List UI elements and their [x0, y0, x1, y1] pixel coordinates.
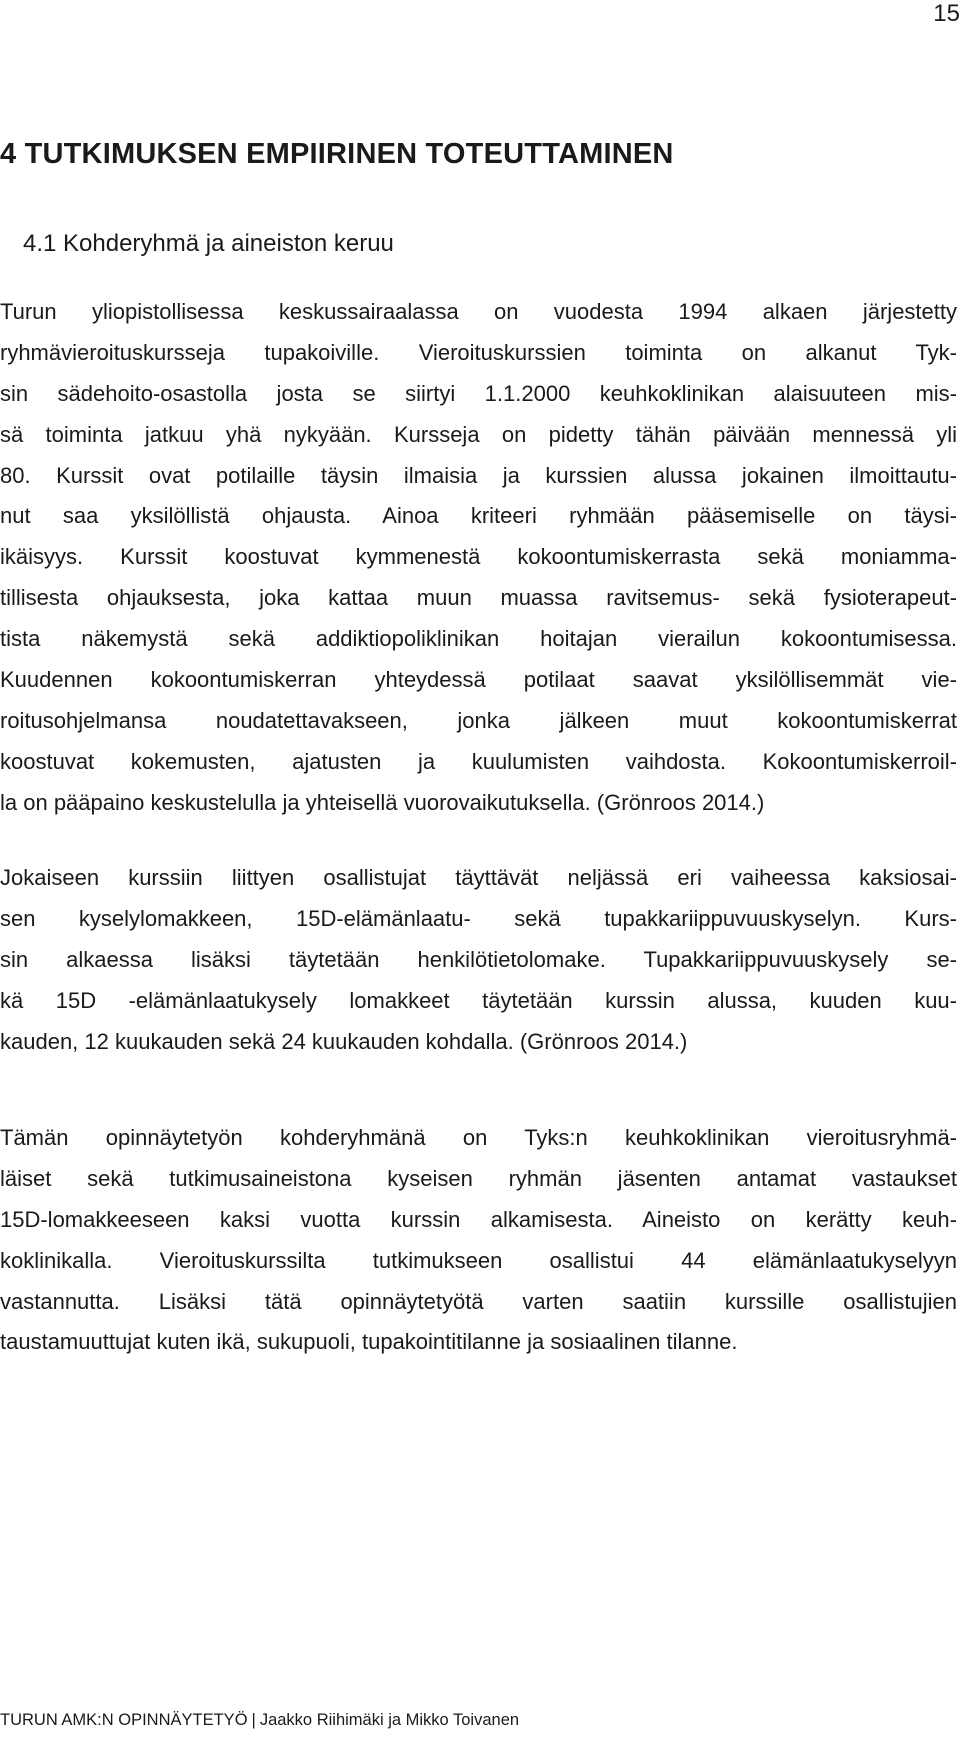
paragraph-line: sä toiminta jatkuu yhä nykyään. Kursseja on pidetty tähän päivään mennessä yli [0, 421, 957, 447]
paragraph-line: la on pääpaino keskustelulla ja yhteisellä vuorovaikutuksella. (Grönroos 2014.) [0, 789, 765, 815]
paragraph-line: koklinikalla. Vieroituskurssilta tutkimukseen osallistui 44 elämänlaatukyselyyn [0, 1247, 957, 1273]
paragraph-line: nut saa yksilöllistä ohjausta. Ainoa kriteeri ryhmään pääsemiselle on täysi- [0, 503, 957, 529]
section-heading: 4.1 Kohderyhmä ja aineiston keruu [23, 230, 394, 257]
paragraph-line: sin alkaessa lisäksi täytetään henkilötietolomake. Tupakkariippuvuuskysely se- [0, 946, 957, 972]
page-number: 15 [933, 0, 960, 27]
footer-separator: | [251, 1711, 256, 1729]
body-paragraph-2 [0, 858, 957, 1062]
paragraph-line: sen kyselylomakkeen, 15D-elämänlaatu- sekä tupakkariippuvuuskyselyn. Kurs- [0, 905, 957, 931]
paragraph-line: Tämän opinnäytetyön kohderyhmänä on Tyks:n keuhkoklinikan vieroitusryhmä- [0, 1125, 957, 1150]
paragraph-line: tista näkemystä sekä addiktiopoliklinikan hoitajan vierailun kokoontumisessa. [0, 626, 957, 652]
body-paragraph-1 [0, 292, 957, 824]
paragraph-line: vastannutta. Lisäksi tätä opinnäytetyötä varten saatiin kurssille osallistujien [0, 1288, 957, 1314]
chapter-heading: 4 TUTKIMUKSEN EMPIIRINEN TOTEUTTAMINEN [0, 138, 674, 170]
paragraph-line: tillisesta ohjauksesta, joka kattaa muun muassa ravitsemus- sekä fysioterapeut- [0, 585, 957, 611]
paragraph-line: ikäisyys. Kurssit koostuvat kymmenestä kokoontumiskerrasta sekä moniamma- [0, 544, 957, 570]
paragraph-line: kauden, 12 kuukauden sekä 24 kuukauden kohdalla. (Grönroos 2014.) [0, 1028, 688, 1054]
paragraph-line: ryhmävieroituskursseja tupakoiville. Vieroituskurssien toiminta on alkanut Tyk- [0, 339, 957, 365]
paragraph-line: taustamuuttujat kuten ikä, sukupuoli, tupakointitilanne ja sosiaalinen tilanne. [0, 1329, 738, 1355]
paragraph-line: Turun yliopistollisessa keskussairaalassa on vuodesta 1994 alkaen järjestetty [0, 299, 957, 324]
paragraph-line: koostuvat kokemusten, ajatusten ja kuulumisten vaihdosta. Kokoontumiskerroil- [0, 748, 957, 774]
paragraph-line: 15D-lomakkeeseen kaksi vuotta kurssin alkamisesta. Aineisto on kerätty keuh- [0, 1206, 957, 1232]
paragraph-line: läiset sekä tutkimusaineistona kyseisen ryhmän jäsenten antamat vastaukset [0, 1165, 957, 1191]
paragraph-line: roitusohjelmansa noudatettavakseen, jonka jälkeen muut kokoontumiskerrat [0, 707, 957, 733]
footer-publication: TURUN AMK:N OPINNÄYTETYÖ [0, 1711, 248, 1729]
paragraph-line: 80. Kurssit ovat potilaille täysin ilmaisia ja kurssien alussa jokainen ilmoittautu- [0, 462, 957, 488]
paragraph-line: Jokaiseen kurssiin liittyen osallistujat täyttävät neljässä eri vaiheessa kaksiosai- [0, 865, 957, 890]
paragraph-line: kä 15D -elämänlaatukysely lomakkeet täytetään kurssin alussa, kuuden kuu- [0, 987, 957, 1013]
paragraph-line: sin sädehoito-osastolla josta se siirtyi 1.1.2000 keuhkoklinikan alaisuuteen mis- [0, 380, 957, 406]
footer-authors: Jaakko Riihimäki ja Mikko Toivanen [259, 1711, 520, 1729]
paragraph-line: Kuudennen kokoontumiskerran yhteydessä potilaat saavat yksilöllisemmät vie- [0, 667, 957, 693]
footer [0, 1712, 519, 1729]
body-paragraph-3 [0, 1118, 957, 1363]
